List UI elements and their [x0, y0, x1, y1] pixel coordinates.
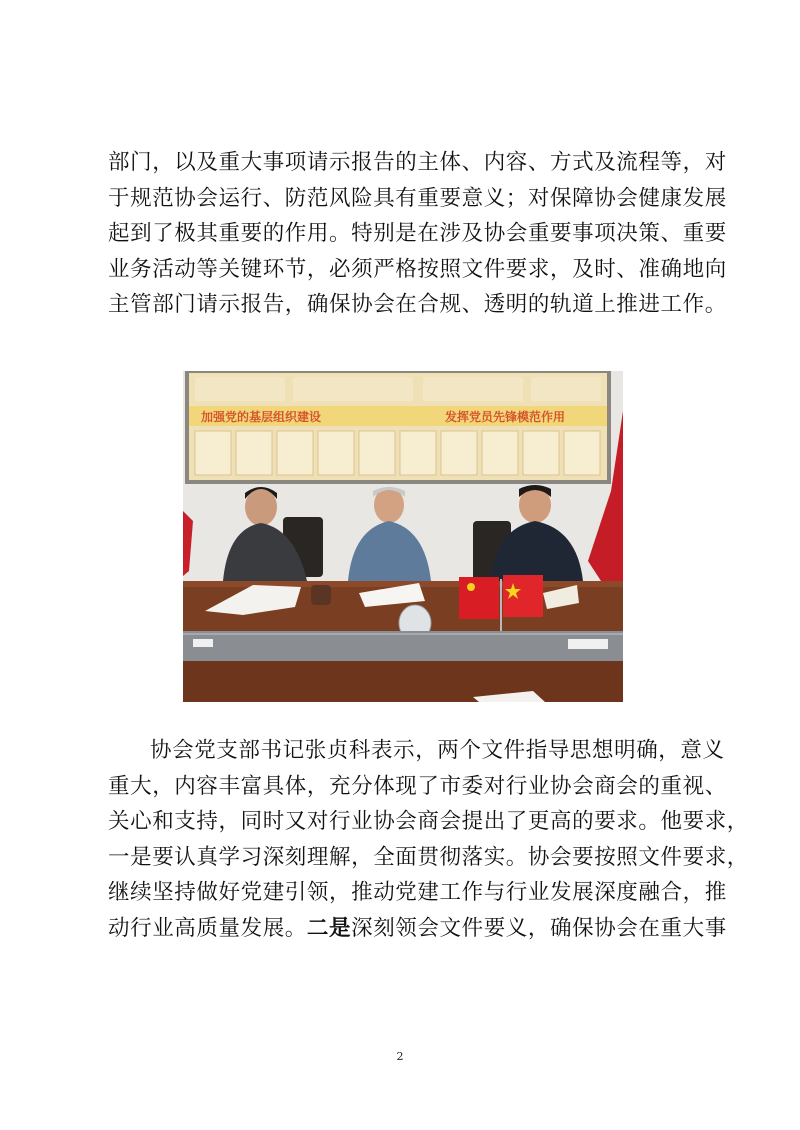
- text-line: 协会党支部书记张贞科表示，两个文件指导思想明确，意义: [150, 738, 725, 763]
- text-line: 业务活动等关键环节，必须严格按照文件要求，及时、准确地向: [108, 256, 727, 282]
- banner-left-text: 加强党的基层组织建设: [201, 410, 322, 424]
- paragraph-intro: [108, 145, 727, 323]
- text-line: 于规范协会运行、防范风险具有重要意义；对保障协会健康发展: [108, 185, 727, 211]
- text-line: 部门，以及重大事项请示报告的主体、内容、方式及流程等，对: [108, 150, 727, 175]
- text-segment: 动行业高质量发展。: [108, 915, 307, 941]
- text-line: 关心和支持，同时又对行业协会商会提出了更高的要求。他要求，: [108, 809, 749, 834]
- text-segment: 深刻领会文件要义，确保协会在重大事: [351, 915, 727, 941]
- text-line-last: [108, 911, 727, 947]
- page-number: 2: [396, 1050, 404, 1063]
- text-line: 主管部门请示报告，确保协会在合规、透明的轨道上推进工作。: [108, 292, 727, 317]
- text-line: 起到了极其重要的作用。特别是在涉及协会重要事项决策、重要: [108, 221, 727, 246]
- bold-text: 二是: [306, 915, 352, 941]
- banner-right-text: 发挥党员先锋模范作用: [445, 410, 566, 424]
- meeting-photo: [183, 371, 623, 702]
- text-line: 一是要认真学习深刻理解，全面贯彻落实。协会要按照文件要求，: [108, 844, 749, 870]
- paragraph-statement: [108, 733, 749, 946]
- text-line: 重大，内容丰富具体，充分体现了市委对行业协会商会的重视、: [108, 773, 727, 799]
- text-line: 继续坚持做好党建引领，推动党建工作与行业发展深度融合，推: [108, 880, 727, 905]
